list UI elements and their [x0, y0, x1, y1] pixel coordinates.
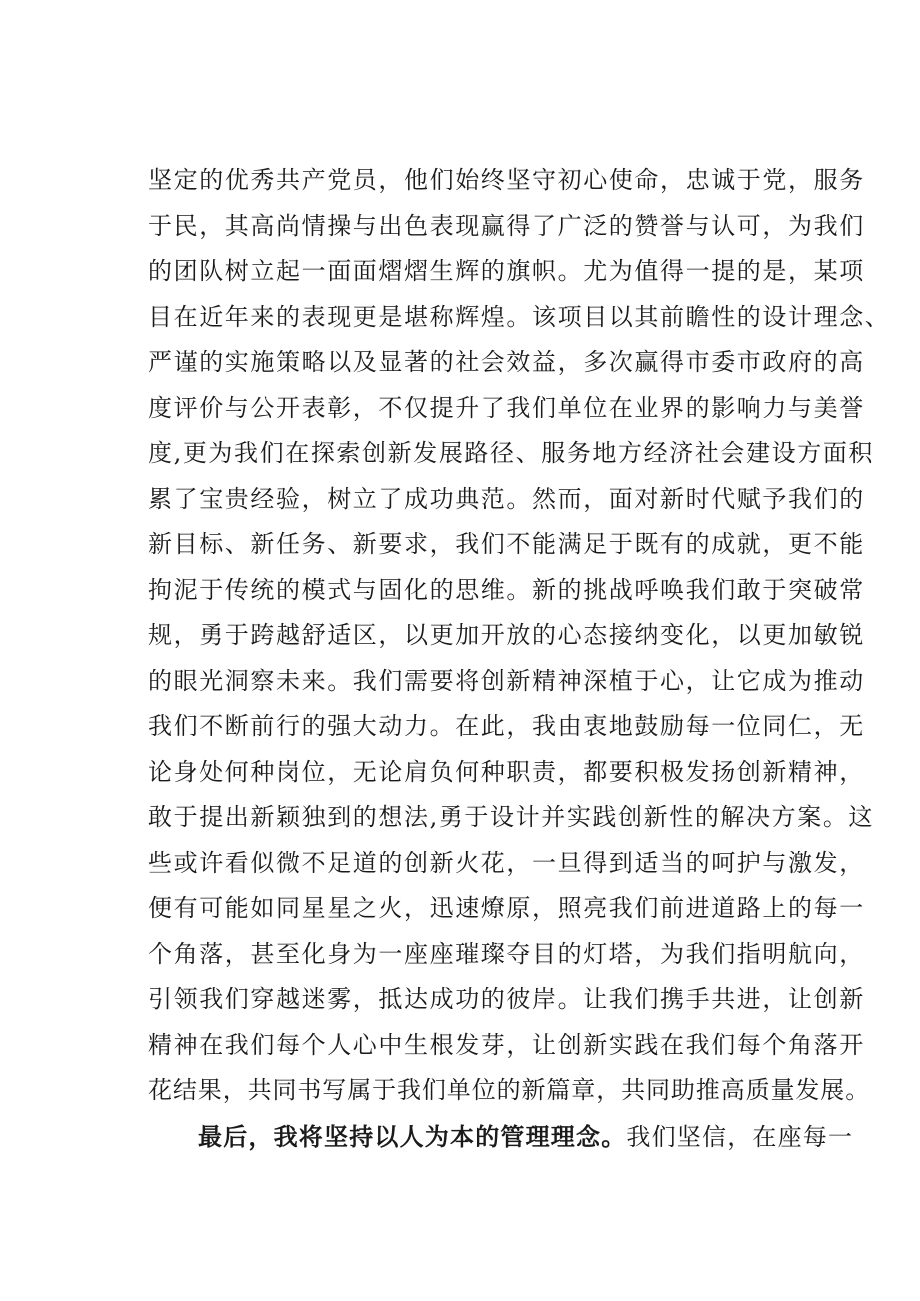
paragraph-text: 我们坚信，在座每一 [626, 1122, 854, 1151]
text-line: 我们不断前行的强大动力。在此，我由衷地鼓励每一位同仁，无 [148, 712, 865, 740]
paragraph-2 [148, 1114, 854, 1160]
text-line: 的团队树立起一面面熠熠生辉的旗帜。尤为值得一提的是，某项 [148, 257, 865, 285]
body-text [148, 158, 891, 1159]
text-line: 规，勇于跨越舒适区，以更加开放的心态接纳变化，以更加敏锐 [148, 621, 865, 649]
text-line: 便有可能如同星星之火，迅速燎原，照亮我们前进道路上的每一 [148, 894, 865, 922]
text-line: 严谨的实施策略以及显著的社会效益，多次赢得市委市政府的高 [148, 348, 865, 376]
text-line: 累了宝贵经验，树立了成功典范。然而，面对新时代赋予我们的 [148, 484, 865, 513]
paragraph-heading: 最后，我将坚持以人为本的管理理念。 [198, 1121, 627, 1151]
text-line: 些或许看似微不足道的创新火花，一旦得到适当的呵护与激发， [148, 848, 865, 877]
text-line: 新目标、新任务、新要求，我们不能满足于既有的成就，更不能 [148, 530, 865, 558]
text-line: 精神在我们每个人心中生根发芽，让创新实践在我们每个角落开 [148, 1030, 865, 1059]
text-line: 于民，其高尚情操与出色表现赢得了广泛的赞誉与认可，为我们 [148, 211, 865, 240]
text-line: 度,更为我们在探索创新发展路径、服务地方经济社会建设方面积 [148, 439, 875, 467]
text-line: 引领我们穿越迷雾，抵达成功的彼岸。让我们携手共进，让创新 [148, 985, 865, 1013]
text-line: 度评价与公开表彰，不仅提升了我们单位在业界的影响力与美誉 [148, 393, 865, 422]
text-line: 论身处何种岗位，无论肩负何种职责，都要积极发扬创新精神， [148, 757, 865, 786]
text-line: 敢于提出新颖独到的想法,勇于设计并实践创新性的解决方案。这 [148, 803, 875, 831]
text-line: 拘泥于传统的模式与固化的思维。新的挑战呼唤我们敢于突破常 [148, 575, 865, 604]
text-line: 坚定的优秀共产党员，他们始终坚守初心使命，忠诚于党，服务 [148, 166, 865, 194]
text-line: 个角落，甚至化身为一座座璀璨夺目的灯塔，为我们指明航向， [148, 939, 865, 968]
paragraph-1 [148, 158, 891, 1114]
text-line: 目在近年来的表现更是堪称辉煌。该项目以其前瞻性的设计理念、 [148, 302, 891, 331]
text-line [148, 1114, 854, 1160]
text-line: 的眼光洞察未来。我们需要将创新精神深植于心，让它成为推动 [148, 666, 865, 695]
text-line: 花结果，共同书写属于我们单位的新篇章，共同助推高质量发展。 [148, 1076, 871, 1104]
